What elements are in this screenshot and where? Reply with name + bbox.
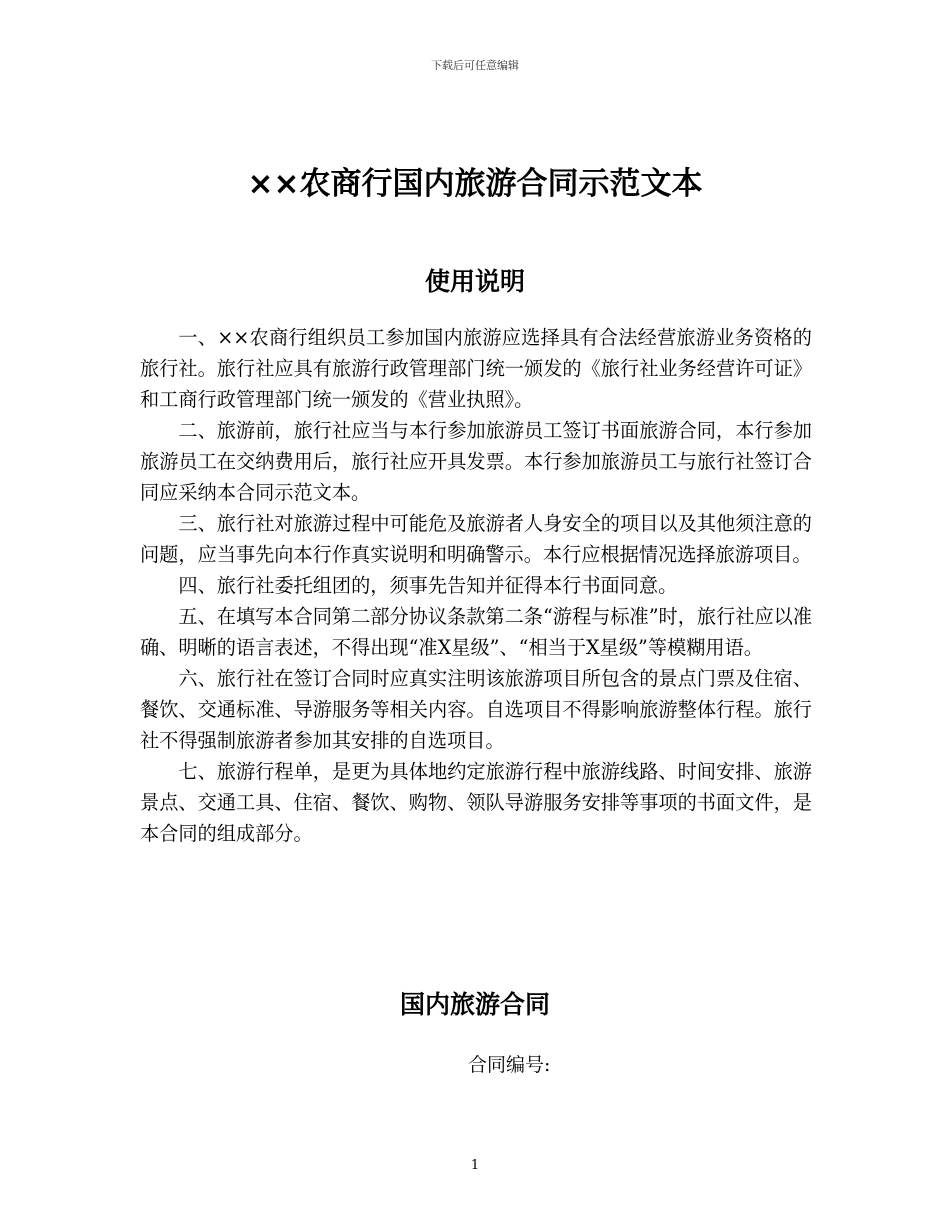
- contract-heading: 国内旅游合同: [399, 990, 550, 1019]
- usage-heading: 使用说明: [424, 267, 525, 296]
- usage-instructions: [140, 322, 812, 849]
- document-title: ××农商行国内旅游合同示范文本: [247, 166, 703, 202]
- page-number: 1: [470, 1158, 480, 1173]
- usage-paragraph-5: 五、在填写本合同第二部分协议条款第二条“游程与标准”时，旅行社应以准确、明晰的语言表述，不得出现“准X星级”、“相当于X星级”等模糊用语。: [140, 605, 813, 659]
- header-note: 下载后可任意编辑: [431, 59, 519, 72]
- usage-paragraph-1: 一、××农商行组织员工参加国内旅游应选择具有合法经营旅游业务资格的旅行社。旅行社应具有旅游行政管理部门统一颁发的《旅行社业务经营许可证》和工商行政管理部门统一颁发的《营业执照》。: [140, 326, 812, 411]
- contract-number-label: 合同编号:: [468, 1054, 551, 1076]
- usage-paragraph-3: 三、旅行社对旅游过程中可能危及旅游者人身安全的项目以及其他须注意的问题，应当事先向本行作真实说明和明确警示。本行应根据情况选择旅游项目。: [140, 512, 812, 566]
- usage-paragraph-4: 四、旅行社委托组团的，须事先告知并征得本行书面同意。: [178, 574, 678, 597]
- usage-paragraph-7: 七、旅游行程单，是更为具体地约定旅游行程中旅游线路、时间安排、旅游景点、交通工具、住宿、餐饮、购物、领队导游服务安排等事项的书面文件，是本合同的组成部分。: [140, 760, 812, 845]
- usage-paragraph-6: 六、旅行社在签订合同时应真实注明该旅游项目所包含的景点门票及住宿、餐饮、交通标准、导游服务等相关内容。自选项目不得影响旅游整体行程。旅行社不得强制旅游者参加其安排的自选项目。: [140, 667, 812, 752]
- usage-paragraph-2: 二、旅游前，旅行社应当与本行参加旅游员工签订书面旅游合同，本行参加旅游员工在交纳费用后，旅行社应开具发票。本行参加旅游员工与旅行社签订合同应采纳本合同示范文本。: [140, 419, 812, 504]
